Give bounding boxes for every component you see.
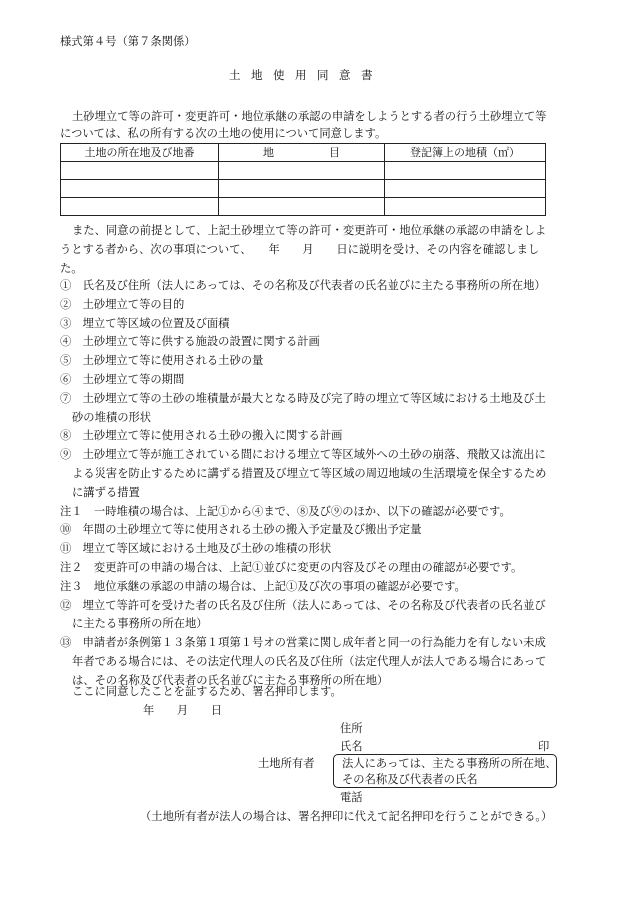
intro-line-2: については、私の所有する次の土地の使用について同意します。 (60, 127, 387, 140)
list-item: ⑫ 埋立て等許可を受けた者の氏名及び住所（法人にあっては、その名称及び代表者の氏名並び (60, 598, 546, 612)
corporate-note-line-1: 法人にあっては、主たる事務所の所在地、 (342, 757, 557, 770)
table-cell[interactable] (385, 180, 546, 198)
premise-line-1: また、同意の前提として、上記土砂埋立て等の許可・変更許可・地位承継の承認の申請をしよ (72, 224, 547, 237)
closing-statement: ここに同意したことを証するため、署名押印します。 (72, 685, 342, 698)
name-label: 氏名 (340, 740, 363, 753)
list-item: ④ 土砂埋立て等に供する施設の設置に関する計画 (60, 335, 320, 349)
list-item: ⑨ 土砂埋立て等が施工されている間における埋立て等区域外への土砂の崩落、飛散又は流出に (60, 448, 546, 462)
column-header-location: 土地の所在地及び地番 (61, 144, 219, 162)
list-item: ⑧ 土砂埋立て等に使用される土砂の搬入に関する計画 (60, 429, 343, 443)
table-cell[interactable] (385, 162, 546, 180)
list-item: に講ずる措置 (72, 485, 140, 499)
table-cell[interactable] (61, 162, 219, 180)
table-cell[interactable] (385, 198, 546, 216)
footnote: （土地所有者が法人の場合は、署名押印に代えて記名押印を行うことができる。） (140, 810, 553, 823)
table-cell[interactable] (219, 162, 385, 180)
corporate-note-line-2: その名称及び代表者の氏名 (342, 773, 478, 786)
list-item: 注３ 地位承継の承認の申請の場合は、上記①及び次の事項の確認が必要です。 (60, 579, 466, 593)
list-item: 注１ 一時堆積の場合は、上記①から④まで、⑧及び⑨のほか、以下の確認が必要です。 (60, 504, 511, 518)
table-cell[interactable] (219, 198, 385, 216)
form-number: 様式第４号（第７条関係） (60, 35, 196, 48)
phone-label: 電話 (340, 791, 363, 804)
address-label: 住所 (340, 722, 363, 735)
seal-mark: 印 (538, 740, 550, 753)
document-title: 土地使用同意書 (229, 68, 383, 82)
column-header-land-category: 地 目 (219, 144, 385, 162)
table-cell[interactable] (61, 198, 219, 216)
premise-line-2: うとする者から、次の事項について、 年 月 日に説明を受け、その内容を確認しまし (60, 243, 540, 256)
table-cell[interactable] (219, 180, 385, 198)
list-item: ⑪ 埋立て等区域における土地及び土砂の堆積の形状 (60, 542, 332, 556)
list-item: は、その名称及び代表者の氏名並びに主たる事務所の所在地） (72, 673, 389, 687)
list-item: よる災害を防止するために講ずる措置及び埋立て等区域の周辺地域の生活環境を保全するため (72, 467, 547, 480)
land-table-header-row (61, 144, 546, 162)
list-item: ⑦ 土砂埋立て等の土砂の堆積量が最大となる時及び完了時の埋立て等区域における土地及び土 (60, 391, 546, 405)
land-table (60, 143, 546, 216)
list-item: ① 氏名及び住所（法人にあっては、その名称及び代表者の氏名並びに主たる事務所の所在地） (60, 279, 546, 292)
list-item: ⑩ 年間の土砂埋立て等に使用される土砂の搬入予定量及び搬出予定量 (60, 523, 422, 537)
list-item: 年者である場合には、その法定代理人の氏名及び住所（法定代理人が法人である場合にあって (72, 655, 547, 668)
list-item: 注２ 変更許可の申請の場合は、上記①並びに変更の内容及びその理由の確認が必要です。 (60, 561, 523, 574)
table-cell[interactable] (61, 180, 219, 198)
intro-line-1: 土砂埋立て等の許可・変更許可・地位承継の承認の申請をしようとする者の行う土砂埋立て等 (72, 110, 547, 123)
list-item: に主たる事務所の所在地） (72, 617, 208, 631)
column-header-registered-area: 登記簿上の地積（㎡） (385, 144, 546, 162)
list-item: ③ 埋立て等区域の位置及び面積 (60, 316, 230, 330)
premise-line-3: た。 (60, 262, 83, 275)
table-row (61, 180, 546, 198)
table-row (61, 162, 546, 180)
table-row (61, 198, 546, 216)
owner-label: 土地所有者 (258, 757, 315, 770)
signature-date: 年 月 日 (143, 704, 223, 717)
list-item: ⑥ 土砂埋立て等の期間 (60, 373, 185, 386)
list-item: ⑤ 土砂埋立て等に使用される土砂の量 (60, 354, 264, 368)
list-item: ⑬ 申請者が条例第１３条第１項第１号オの営業に関し成年者と同一の行為能力を有しない未成 (60, 636, 546, 650)
list-item: 砂の堆積の形状 (72, 410, 152, 424)
list-item: ② 土砂埋立て等の目的 (60, 297, 185, 311)
